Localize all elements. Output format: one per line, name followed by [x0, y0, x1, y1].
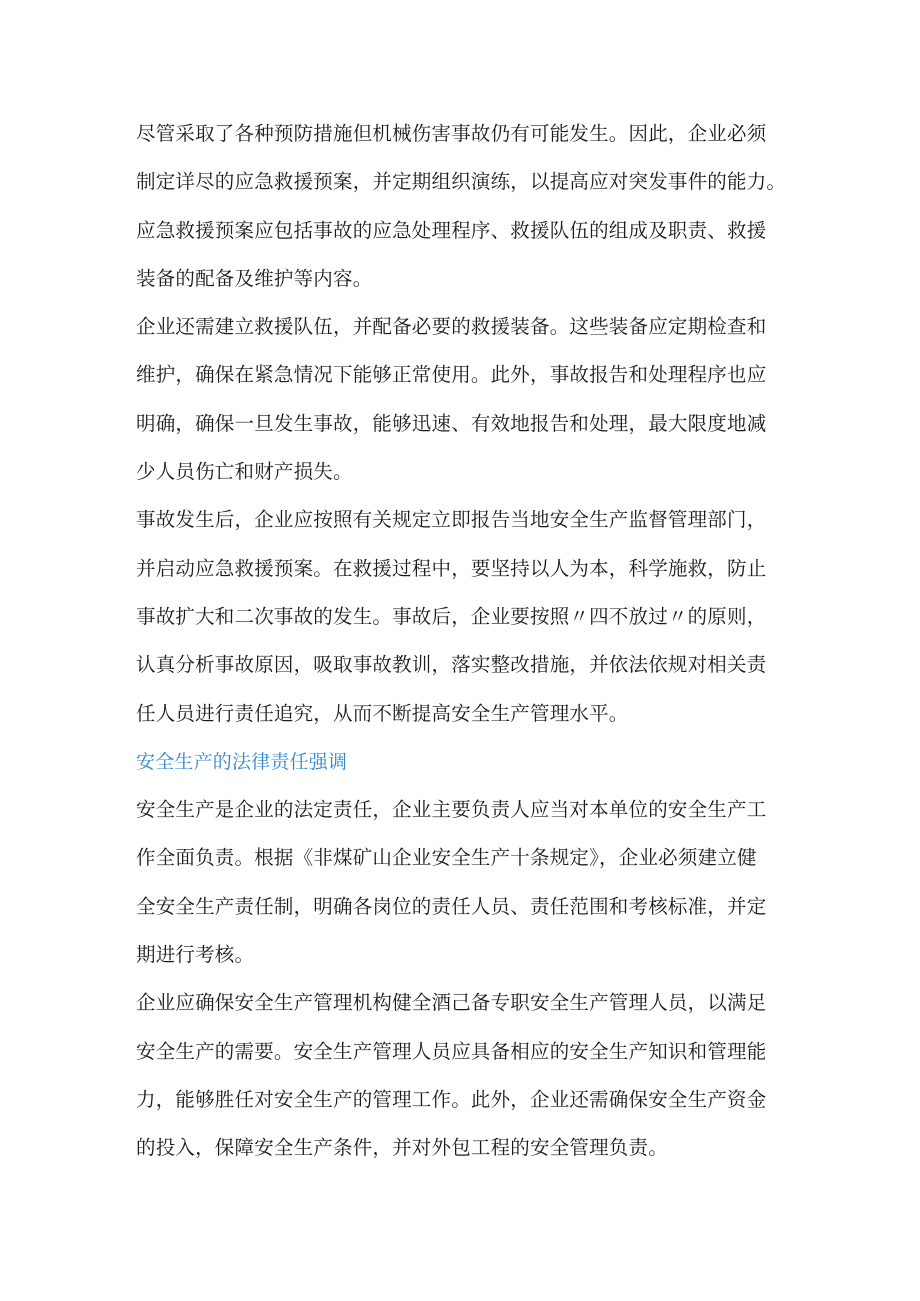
text-line: 事故发生后，企业应按照有关规定立即报告当地安全生产监督管理部门，	[136, 508, 767, 532]
text-line: 安全生产的需要。安全生产管理人员应具备相应的安全生产知识和管理能	[136, 1039, 767, 1063]
paragraph-rescue-team	[136, 303, 796, 496]
text-line: 企业还需建立救援队伍，并配备必要的救援装备。这些装备应定期检查和	[136, 315, 767, 339]
text-line: 装备的配备及维护等内容。	[136, 266, 373, 290]
paragraph-legal-responsibility	[136, 786, 796, 979]
text-line: 全安全生产责任制，明确各岗位的责任人员、责任范围和考核标准，并定	[136, 894, 767, 918]
text-line: 应急救援预案应包括事故的应急处理程序、救援队伍的组成及职责、救援	[136, 218, 767, 242]
text-line: 力，能够胜任对安全生产的管理工作。此外，企业还需确保安全生产资金	[136, 1087, 767, 1111]
text-line: 作全面负责。根据《非煤矿山企业安全生产十条规定》，企业必须建立健	[136, 846, 757, 870]
text-line: 任人员进行责任追究，从而不断提高安全生产管理水平。	[136, 701, 629, 725]
text-line: 尽管采取了各种预防措施但机械伤害事故仍有可能发生。因此，企业必须	[136, 122, 767, 145]
document-body	[136, 110, 796, 1173]
text-line: 企业应确保安全生产管理机构健全酒己备专职安全生产管理人员，以满足	[136, 991, 767, 1015]
text-line: 制定详尽的应急救援预案，并定期组织演练，以提高应对突发事件的能力。	[136, 170, 787, 194]
text-line: 期进行考核。	[136, 943, 255, 967]
section-heading: 安全生产的法律责任强调	[136, 750, 348, 773]
paragraph-accident-report	[136, 496, 796, 737]
text-line: 维护，确保在紧急情况下能够正常使用。此外，事故报告和处理程序也应	[136, 363, 767, 387]
text-line: 并启动应急救援预案。在救援过程中，要坚持以人为本，科学施救，防止	[136, 556, 767, 580]
text-line: 安全生产是企业的法定责任，企业主要负责人应当对本单位的安全生产工	[136, 798, 767, 822]
paragraph-management-staff	[136, 979, 796, 1172]
text-line: 事故扩大和二次事故的发生。事故后，企业要按照〃四不放过〃的原则，	[136, 604, 767, 628]
text-line: 少人员伤亡和财产损失。	[136, 460, 353, 484]
text-line: 认真分析事故原因，吸取事故教训，落实整改措施，并依法依规对相关责	[136, 653, 767, 677]
text-line: 的投入，保障安全生产条件，并对外包工程的安全管理负责。	[136, 1136, 668, 1160]
paragraph-emergency-plan	[136, 110, 796, 303]
text-line: 明确，确保一旦发生事故，能够迅速、有效地报告和处理，最大限度地减	[136, 411, 767, 435]
